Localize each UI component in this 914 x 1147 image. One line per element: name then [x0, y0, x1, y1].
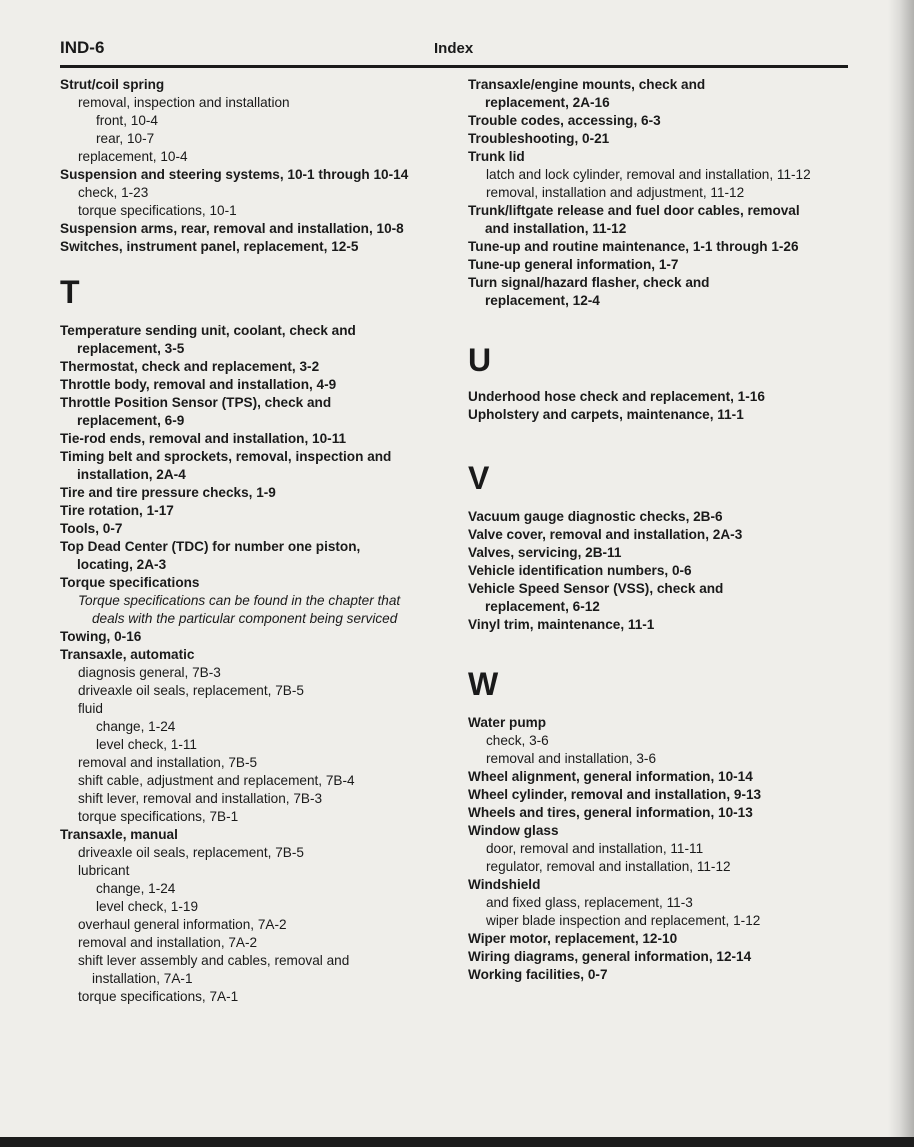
index-heading-entry — [468, 786, 850, 804]
index-entry-text: Turn signal/hazard flasher, check and — [468, 275, 710, 290]
index-entry-text: driveaxle oil seals, replacement, 7B-5 — [78, 845, 304, 860]
page-title: Index — [434, 40, 474, 57]
index-subentry — [60, 700, 455, 718]
index-entry-text: Transaxle, automatic — [60, 647, 195, 662]
index-entry-text: Window glass — [468, 823, 559, 838]
index-subentry — [60, 718, 455, 736]
index-subentry — [60, 202, 455, 220]
index-entry-text: Wheel alignment, general information, 10-14 — [468, 769, 753, 784]
index-entry-text: Switches, instrument panel, replacement, 12-5 — [60, 239, 359, 254]
index-entry-text: Trunk/liftgate release and fuel door cables, removal — [468, 203, 800, 218]
index-entry-text: Valve cover, removal and installation, 2A-3 — [468, 527, 743, 542]
index-heading-entry — [468, 580, 850, 616]
index-entry-text: Timing belt and sprockets, removal, inspection and — [60, 449, 392, 464]
index-entry-text: level check, 1-11 — [96, 737, 197, 752]
index-heading-entry — [468, 822, 850, 840]
index-entry-text: Torque specifications can be found in the chapter that — [78, 593, 401, 608]
index-heading-entry — [60, 238, 455, 256]
index-heading-entry — [468, 804, 850, 822]
index-heading-entry — [468, 948, 850, 966]
index-heading-entry — [468, 256, 850, 274]
index-subentry — [468, 732, 850, 750]
left-column — [60, 76, 455, 1006]
index-heading-entry — [60, 538, 455, 574]
index-entry-text: Water pump — [468, 715, 547, 730]
right-top-entries — [468, 76, 850, 310]
index-entry-text: Suspension and steering systems, 10-1 through 10-14 — [60, 167, 409, 182]
index-entry-text: Wiper motor, replacement, 12-10 — [468, 931, 678, 946]
index-entry-text: Strut/coil spring — [60, 77, 165, 92]
index-entry-text: Trunk lid — [468, 149, 525, 164]
index-entry-text: change, 1-24 — [96, 881, 176, 896]
index-subentry — [468, 166, 850, 184]
index-entry-text: Wheel cylinder, removal and installation, 9-13 — [468, 787, 762, 802]
index-entry-continuation: and installation, 11-12 — [485, 221, 627, 236]
index-subentry — [60, 880, 455, 898]
section-u-entries — [468, 388, 850, 424]
index-entry-continuation: deals with the particular component being serviced — [92, 611, 398, 626]
section-t-entries — [60, 322, 455, 1006]
index-subentry — [468, 184, 850, 202]
index-entry-text: replacement, 10-4 — [78, 149, 188, 164]
index-subentry — [60, 772, 455, 790]
index-heading-entry — [468, 714, 850, 732]
index-entry-text: removal, inspection and installation — [78, 95, 290, 110]
index-heading-entry — [468, 930, 850, 948]
index-entry-text: Tools, 0-7 — [60, 521, 123, 536]
index-entry-text: Underhood hose check and replacement, 1-16 — [468, 389, 765, 404]
index-entry-text: removal and installation, 7B-5 — [78, 755, 258, 770]
index-subentry — [60, 916, 455, 934]
index-entry-text: level check, 1-19 — [96, 899, 199, 914]
index-subentry — [60, 664, 455, 682]
index-subentry — [60, 790, 455, 808]
index-heading-entry — [60, 166, 455, 184]
index-entry-text: wiper blade inspection and replacement, 1-12 — [486, 913, 761, 928]
index-entry-text: shift lever assembly and cables, removal and — [78, 953, 350, 968]
index-entry-text: Vacuum gauge diagnostic checks, 2B-6 — [468, 509, 723, 524]
index-subentry — [468, 750, 850, 768]
index-heading-entry — [468, 388, 850, 406]
index-entry-text: Vehicle Speed Sensor (VSS), check and — [468, 581, 724, 596]
page-id: IND-6 — [60, 38, 105, 57]
index-subentry — [60, 94, 455, 112]
index-subentry — [60, 736, 455, 754]
index-heading-entry — [468, 238, 850, 256]
index-entry-text: Towing, 0-16 — [60, 629, 142, 644]
index-heading-entry — [60, 358, 455, 376]
index-entry-text: removal and installation, 3-6 — [486, 751, 657, 766]
index-entry-text: rear, 10-7 — [96, 131, 155, 146]
index-entry-text: overhaul general information, 7A-2 — [78, 917, 287, 932]
index-entry-text: Troubleshooting, 0-21 — [468, 131, 610, 146]
index-entry-text: Thermostat, check and replacement, 3-2 — [60, 359, 320, 374]
index-entry-text: lubricant — [78, 863, 130, 878]
index-entry-continuation: replacement, 3-5 — [77, 341, 185, 356]
index-entry-continuation: replacement, 6-12 — [485, 599, 600, 614]
index-entry-text: Temperature sending unit, coolant, check and — [60, 323, 356, 338]
header-rule — [60, 65, 848, 68]
index-entry-text: Tire rotation, 1-17 — [60, 503, 174, 518]
left-top-entries — [60, 76, 455, 256]
index-subentry — [468, 912, 850, 930]
index-entry-text: Windshield — [468, 877, 541, 892]
section-v-entries — [468, 508, 850, 634]
index-entry-text: removal, installation and adjustment, 11-12 — [486, 185, 745, 200]
index-subentry — [60, 934, 455, 952]
index-subentry — [60, 844, 455, 862]
index-entry-text: Throttle Position Sensor (TPS), check and — [60, 395, 332, 410]
index-entry-continuation: replacement, 12-4 — [485, 293, 600, 308]
index-subentry — [60, 808, 455, 826]
index-subentry — [60, 184, 455, 202]
index-entry-text: front, 10-4 — [96, 113, 158, 128]
index-subentry — [60, 988, 455, 1006]
index-subentry — [60, 148, 455, 166]
index-subentry — [60, 862, 455, 880]
index-heading-entry — [60, 76, 455, 94]
index-entry-text: Upholstery and carpets, maintenance, 11-1 — [468, 407, 744, 422]
index-heading-entry — [60, 484, 455, 502]
index-entry-continuation: installation, 2A-4 — [77, 467, 186, 482]
scan-bottom-border — [0, 1137, 914, 1147]
index-heading-entry — [60, 574, 455, 592]
index-entry-text: change, 1-24 — [96, 719, 176, 734]
section-letter-u: U — [468, 342, 492, 378]
index-subentry — [468, 840, 850, 858]
index-entry-text: diagnosis general, 7B-3 — [78, 665, 221, 680]
index-entry-continuation: locating, 2A-3 — [77, 557, 167, 572]
index-entry-text: Tune-up and routine maintenance, 1-1 through 1-26 — [468, 239, 799, 254]
index-entry-continuation: replacement, 6-9 — [77, 413, 185, 428]
index-heading-entry — [468, 130, 850, 148]
index-entry-text: Vinyl trim, maintenance, 11-1 — [468, 617, 655, 632]
index-entry-text: Trouble codes, accessing, 6-3 — [468, 113, 661, 128]
index-entry-text: Transaxle, manual — [60, 827, 178, 842]
section-letter-w: W — [468, 666, 499, 702]
section-w-entries — [468, 714, 850, 984]
index-entry-text: Torque specifications — [60, 575, 200, 590]
index-subentry — [468, 858, 850, 876]
index-heading-entry — [468, 508, 850, 526]
index-heading-entry — [468, 112, 850, 130]
index-heading-entry — [60, 520, 455, 538]
index-entry-text: check, 3-6 — [486, 733, 549, 748]
index-heading-entry — [468, 876, 850, 894]
index-entry-text: Suspension arms, rear, removal and installation, 10-8 — [60, 221, 404, 236]
right-column — [468, 76, 850, 984]
index-heading-entry — [60, 430, 455, 448]
index-entry-text: torque specifications, 7B-1 — [78, 809, 239, 824]
section-letter-t: T — [60, 274, 80, 310]
section-letter-v: V — [468, 460, 490, 496]
index-entry-text: Tire and tire pressure checks, 1-9 — [60, 485, 276, 500]
index-entry-text: Throttle body, removal and installation, 4-9 — [60, 377, 337, 392]
index-entry-continuation: installation, 7A-1 — [92, 971, 193, 986]
index-entry-text: Tie-rod ends, removal and installation, 10-11 — [60, 431, 347, 446]
index-entry-text: torque specifications, 10-1 — [78, 203, 237, 218]
index-heading-entry — [60, 646, 455, 664]
index-subentry — [60, 592, 455, 628]
index-entry-text: latch and lock cylinder, removal and installation, 11-12 — [486, 167, 811, 182]
index-entry-text: Top Dead Center (TDC) for number one piston, — [60, 539, 361, 554]
index-entry-text: fluid — [78, 701, 103, 716]
index-heading-entry — [468, 768, 850, 786]
index-subentry — [60, 130, 455, 148]
index-heading-entry — [468, 544, 850, 562]
page-header — [60, 38, 848, 62]
index-heading-entry — [468, 616, 850, 634]
index-heading-entry — [468, 274, 850, 310]
index-heading-entry — [60, 220, 455, 238]
index-heading-entry — [468, 406, 850, 424]
index-subentry — [60, 898, 455, 916]
index-entry-text: shift cable, adjustment and replacement, 7B-4 — [78, 773, 355, 788]
index-entry-text: Tune-up general information, 1-7 — [468, 257, 679, 272]
index-heading-entry — [468, 76, 850, 112]
index-subentry — [60, 112, 455, 130]
index-subentry — [60, 682, 455, 700]
index-entry-text: and fixed glass, replacement, 11-3 — [486, 895, 693, 910]
index-entry-text: Valves, servicing, 2B-11 — [468, 545, 622, 560]
index-heading-entry — [60, 322, 455, 358]
index-entry-text: driveaxle oil seals, replacement, 7B-5 — [78, 683, 304, 698]
index-entry-text: check, 1-23 — [78, 185, 149, 200]
index-entry-text: door, removal and installation, 11-11 — [486, 841, 704, 856]
index-entry-text: Wiring diagrams, general information, 12-14 — [468, 949, 752, 964]
index-heading-entry — [468, 966, 850, 984]
index-entry-text: Transaxle/engine mounts, check and — [468, 77, 706, 92]
index-entry-continuation: replacement, 2A-16 — [485, 95, 610, 110]
index-entry-text: Vehicle identification numbers, 0-6 — [468, 563, 692, 578]
index-entry-text: shift lever, removal and installation, 7B-3 — [78, 791, 323, 806]
index-heading-entry — [60, 502, 455, 520]
index-entry-text: removal and installation, 7A-2 — [78, 935, 258, 950]
index-subentry — [60, 754, 455, 772]
index-heading-entry — [468, 562, 850, 580]
index-subentry — [468, 894, 850, 912]
index-entry-text: torque specifications, 7A-1 — [78, 989, 239, 1004]
index-entry-text: Wheels and tires, general information, 10-13 — [468, 805, 753, 820]
index-entry-text: regulator, removal and installation, 11-12 — [486, 859, 731, 874]
index-heading-entry — [468, 148, 850, 166]
index-subentry — [60, 952, 455, 988]
index-heading-entry — [60, 376, 455, 394]
index-heading-entry — [468, 526, 850, 544]
index-heading-entry — [60, 628, 455, 646]
index-heading-entry — [60, 826, 455, 844]
index-heading-entry — [468, 202, 850, 238]
page-edge-shadow — [888, 0, 914, 1147]
index-entry-text: Working facilities, 0-7 — [468, 967, 608, 982]
index-heading-entry — [60, 394, 455, 430]
index-heading-entry — [60, 448, 455, 484]
